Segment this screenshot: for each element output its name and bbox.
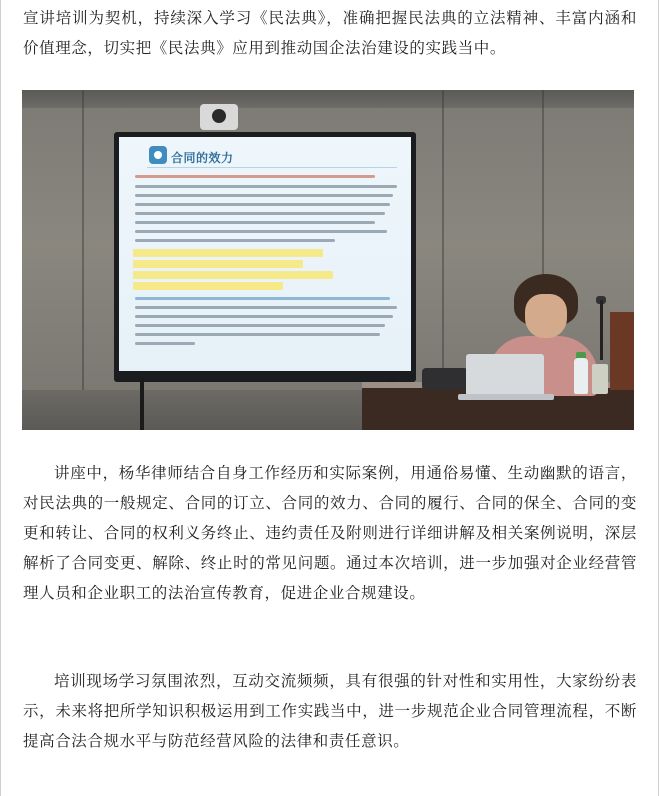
laptop-base (458, 394, 554, 400)
laptop (466, 354, 544, 396)
slide-text-line (135, 333, 380, 336)
slide-text-line (135, 203, 390, 206)
display-screen (119, 137, 411, 371)
slide-highlight (133, 282, 283, 290)
atmosphere-paragraph: 培训现场学习氛围浓烈，互动交流频频，具有很强的针对性和实用性，大家纷纷表示，未来将把所学知识积极运用到工作实践当中，进一步规范企业合同管理流程，不断提高合法合规水平与防范经营风险的法律和责任意识。 (23, 672, 637, 750)
wall-panel-line (82, 90, 84, 430)
slide-text-line (135, 315, 393, 318)
slide-highlight (133, 271, 333, 279)
display-stand-leg (140, 378, 144, 430)
slide-text-line (135, 221, 375, 224)
cup (592, 364, 608, 394)
podium (610, 312, 634, 390)
water-bottle (574, 358, 588, 394)
speaker-face (525, 294, 567, 338)
slide-text-line (135, 212, 385, 215)
camera-lens (212, 109, 226, 123)
slide-contract-icon (149, 146, 167, 164)
lecture-paragraph: 讲座中，杨华律师结合自身工作经历和实际案例，用通俗易懂、生动幽默的语言，对民法典的一般规定、合同的订立、合同的效力、合同的履行、合同的保全、合同的变更和转让、合同的权利义务终止、违约责任及附则进行详细讲解及相关案例说明，深层解析了合同变更、解除、终止时的常见问题。通过本次培训，进一步加强对企业经营管理人员和企业职工的法治宣传教育，促进企业合规建设。 (23, 464, 637, 602)
slide-text-line (135, 324, 385, 327)
slide-text-line (135, 194, 393, 197)
conference-camera (200, 104, 238, 130)
slide-highlight (133, 249, 323, 257)
microphone-stand (600, 300, 603, 360)
lecture-photo (22, 90, 634, 430)
slide-highlight (133, 260, 303, 268)
slide-text-line (135, 297, 390, 300)
slide-text-line (135, 230, 387, 233)
chair (422, 368, 468, 390)
slide-text-line (135, 175, 375, 178)
slide-text-line (135, 306, 397, 309)
slide-text-line (135, 239, 335, 242)
slide-divider (147, 167, 397, 168)
slide-title: 合同的效力 (171, 151, 234, 165)
intro-paragraph: 宣讲培训为契机，持续深入学习《民法典》，准确把握民法典的立法精神、丰富内涵和价值理念，切实把《民法典》应用到推动国企法治建设的实践当中。 (23, 9, 637, 57)
slide-text-line (135, 185, 397, 188)
slide-text-line (135, 342, 195, 345)
